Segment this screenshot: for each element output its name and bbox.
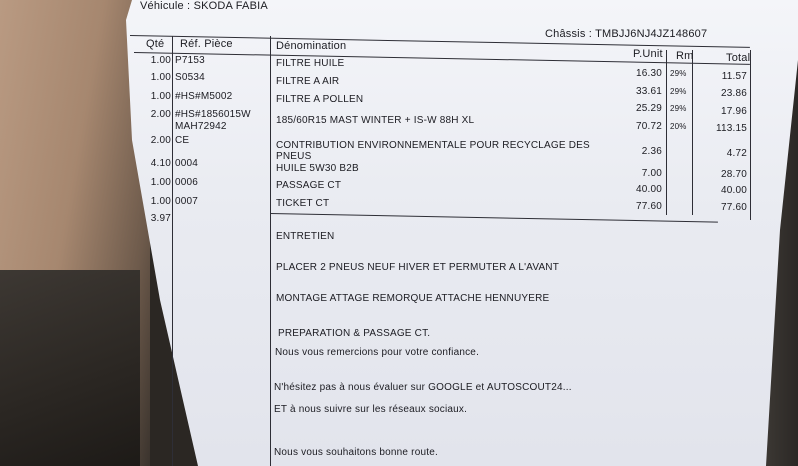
row-5-designation-line2: PNEUS bbox=[276, 151, 312, 162]
row-2-ref: S0534 bbox=[175, 72, 205, 83]
row-3-qty: 1.00 bbox=[150, 91, 171, 102]
note-route: Nous vous souhaitons bonne route. bbox=[274, 447, 438, 458]
note-merci: Nous vous remercions pour votre confiance. bbox=[275, 347, 480, 358]
background-dark bbox=[0, 270, 140, 466]
note-entretien: ENTRETIEN bbox=[276, 231, 335, 242]
table-right-border bbox=[750, 50, 751, 220]
header-total: Total bbox=[726, 52, 751, 64]
row-4-ref: #HS#1856015W bbox=[175, 109, 251, 120]
row-6-total: 4.72 bbox=[726, 148, 747, 159]
row-6-qty: 4.10 bbox=[150, 158, 171, 169]
row-5-ref: CE bbox=[175, 135, 190, 146]
row-2-unit-price: 16.30 bbox=[635, 68, 662, 79]
row-1-designation: FILTRE HUILE bbox=[276, 58, 345, 69]
row-3-total: 23.86 bbox=[720, 88, 747, 99]
row-2-total: 11.57 bbox=[721, 71, 747, 82]
row-8-designation: TICKET CT bbox=[276, 198, 330, 209]
row-1-ref: P7153 bbox=[175, 55, 205, 66]
col-divider-price bbox=[666, 50, 667, 215]
row-8-unit-price: 40.00 bbox=[635, 184, 662, 195]
row-3-discount: 29% bbox=[670, 87, 687, 96]
row-4-qty: 2.00 bbox=[150, 109, 171, 120]
header-designation: Dénomination bbox=[276, 40, 347, 52]
col-divider-rm bbox=[692, 50, 693, 215]
chassis-label: Châssis : TMBJJ6NJ4JZ148607 bbox=[545, 28, 708, 40]
note-attelage: MONTAGE ATTAGE REMORQUE ATTACHE HENNUYERE bbox=[276, 293, 550, 304]
row-9-total: 77.60 bbox=[720, 202, 747, 213]
row-5-discount: 20% bbox=[670, 122, 687, 131]
row-7-qty: 1.00 bbox=[150, 177, 171, 188]
row-6-designation: HUILE 5W30 B2B bbox=[276, 163, 359, 174]
header-ref: Réf. Pièce bbox=[180, 38, 233, 50]
note-preparation: PREPARATION & PASSAGE CT. bbox=[278, 328, 431, 339]
row-4-designation: 185/60R15 MAST WINTER + IS-W 88H XL bbox=[276, 115, 475, 126]
row-8-total: 40.00 bbox=[720, 185, 747, 196]
header-unit-price: P.Unit bbox=[633, 48, 663, 60]
header-qty: Qté bbox=[146, 38, 165, 50]
row-8-ref: 0007 bbox=[175, 196, 199, 207]
note-pneus: PLACER 2 PNEUS NEUF HIVER ET PERMUTER A L'AVANT bbox=[276, 262, 560, 273]
vehicle-label: Véhicule : SKODA FABIA bbox=[140, 0, 268, 12]
row-2-designation: FILTRE A AIR bbox=[276, 76, 340, 87]
row-1-qty: 1.00 bbox=[150, 55, 171, 66]
col-divider-ref bbox=[270, 36, 271, 466]
row-3-unit-price: 33.61 bbox=[635, 86, 662, 97]
row-4-total: 17.96 bbox=[720, 106, 747, 117]
row-7-ref: 0006 bbox=[175, 177, 199, 188]
note-reseaux: ET à nous suivre sur les réseaux sociaux. bbox=[274, 404, 468, 415]
row-4-discount: 29% bbox=[670, 104, 687, 113]
row-3-ref: #HS#M5002 bbox=[175, 91, 233, 102]
row-8-qty: 1.00 bbox=[150, 196, 171, 207]
header-discount: Rm bbox=[676, 50, 694, 62]
row-7-unit-price: 7.00 bbox=[641, 168, 662, 179]
row-7-total: 28.70 bbox=[720, 169, 747, 180]
col-divider-qty bbox=[172, 36, 173, 466]
row-3-designation: FILTRE A POLLEN bbox=[276, 94, 364, 105]
row-6-unit-price: 2.36 bbox=[641, 146, 662, 157]
row-9-unit-price: 77.60 bbox=[635, 201, 662, 212]
invoice-paper bbox=[118, 0, 798, 466]
row-5-designation: CONTRIBUTION ENVIRONNEMENTALE POUR RECYCLAGE DES bbox=[276, 140, 590, 151]
row-2-qty: 1.00 bbox=[150, 72, 171, 83]
row-5-total: 113.15 bbox=[715, 123, 747, 134]
row-4-ref-line2: MAH72942 bbox=[175, 121, 227, 132]
row-9-qty: 3.97 bbox=[150, 213, 171, 224]
row-7-designation: PASSAGE CT bbox=[276, 180, 342, 191]
row-2-discount: 29% bbox=[670, 69, 687, 78]
row-6-ref: 0004 bbox=[175, 158, 199, 169]
row-5-qty: 2.00 bbox=[150, 135, 171, 146]
row-4-unit-price: 25.29 bbox=[635, 103, 662, 114]
note-evaluer: N'hésitez pas à nous évaluer sur GOOGLE et AUTOSCOUT24... bbox=[274, 382, 572, 393]
row-5-unit-price: 70.72 bbox=[635, 121, 662, 132]
